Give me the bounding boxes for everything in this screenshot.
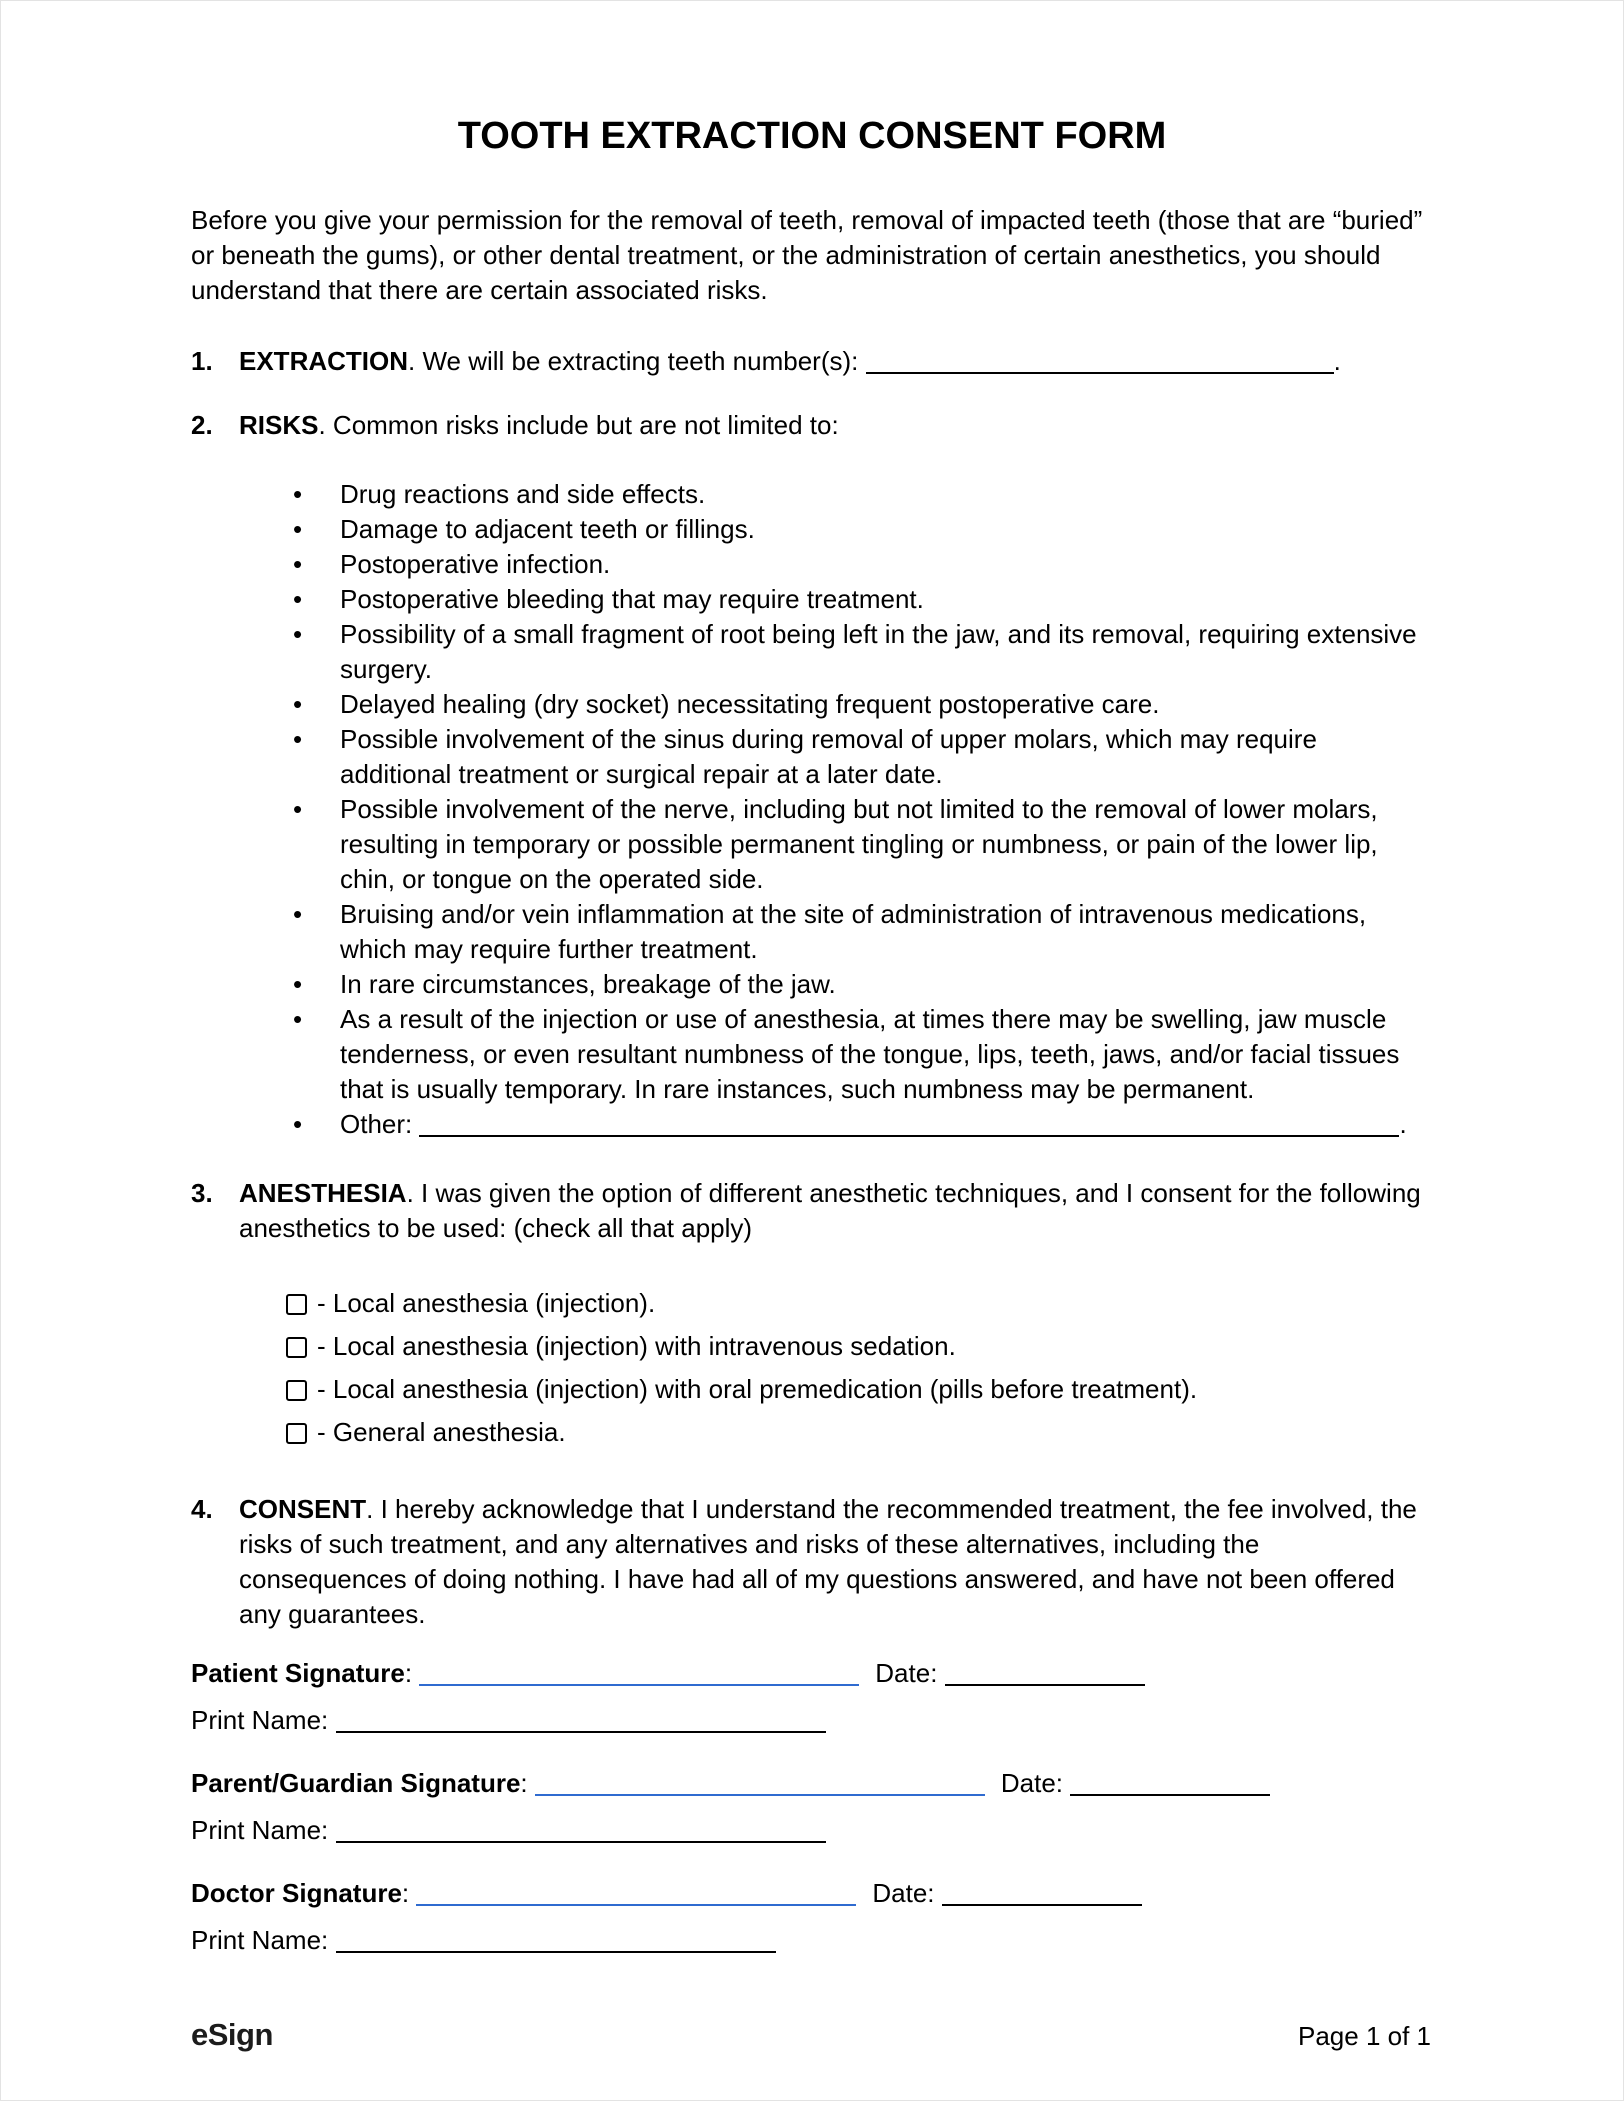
risk-list xyxy=(239,477,1433,1142)
section-anesthesia xyxy=(191,1176,1433,1458)
doctor-date-line[interactable] xyxy=(942,1884,1142,1906)
guardian-signature-line[interactable] xyxy=(535,1774,985,1796)
section-anesthesia-heading-line xyxy=(239,1176,1433,1246)
section-text: . We will be extracting teeth number(s): xyxy=(408,346,866,376)
section-risks-heading-line xyxy=(239,408,1433,443)
checkbox-local-anesthesia[interactable] xyxy=(286,1294,307,1315)
section-risks-body xyxy=(239,408,1433,1142)
teeth-numbers-input-line[interactable] xyxy=(866,352,1334,374)
guardian-signature-row xyxy=(191,1766,1433,1801)
patient-print-name-label: Print Name: xyxy=(191,1705,329,1735)
page-footer xyxy=(191,2017,1431,2054)
doctor-signature-row xyxy=(191,1876,1433,1911)
sentence-period: . xyxy=(1333,346,1341,376)
risk-item: • Delayed healing (dry socket) necessitating frequent postoperative care. xyxy=(340,687,1433,722)
risk-item: • Drug reactions and side effects. xyxy=(340,477,1433,512)
guardian-date-label: Date: xyxy=(1000,1768,1064,1798)
section-number: 2. xyxy=(191,410,213,440)
risk-item: • Possible involvement of the sinus during removal of upper molars, which may require additional treatment or surgical repair at a later date. xyxy=(340,722,1433,792)
doctor-signature-line[interactable] xyxy=(416,1884,856,1906)
anesthesia-option-row xyxy=(286,1329,1433,1364)
checkbox-general-anesthesia[interactable] xyxy=(286,1423,307,1444)
esign-logo: eSign xyxy=(191,2017,273,2052)
other-input-line[interactable] xyxy=(419,1115,1399,1137)
section-heading: ANESTHESIA xyxy=(239,1178,407,1208)
anesthesia-option-row xyxy=(286,1415,1433,1450)
section-text: . I hereby acknowledge that I understand the recommended treatment, the fee involved, the risks of such treatment, and any alternatives and risks of these alternatives, including the consequences of doing nothing. I have had all of my questions answered, and have not been offered any guarantees. xyxy=(239,1494,1417,1629)
section-heading: EXTRACTION xyxy=(239,346,408,376)
sentence-period: . xyxy=(1399,1109,1407,1139)
doctor-date-label: Date: xyxy=(872,1878,935,1908)
label-colon: : xyxy=(401,1878,417,1908)
guardian-signature-label: Parent/Guardian Signature xyxy=(191,1768,521,1798)
guardian-print-name-line[interactable] xyxy=(336,1821,826,1843)
anesthesia-option-row xyxy=(286,1372,1433,1407)
risk-item: • Bruising and/or vein inflammation at the site of administration of intravenous medications, which may require further treatment. xyxy=(340,897,1433,967)
risk-item: • Possibility of a small fragment of root being left in the jaw, and its removal, requiring extensive surgery. xyxy=(340,617,1433,687)
guardian-print-name-row xyxy=(191,1813,1433,1848)
patient-date-label: Date: xyxy=(875,1658,938,1688)
section-number: 1. xyxy=(191,346,213,376)
section-text: . I was given the option of different anesthetic techniques, and I consent for the following anesthetics to be used: (check all that apply) xyxy=(239,1178,1421,1243)
doctor-print-name-row xyxy=(191,1923,1433,1958)
section-text: . Common risks include but are not limited to: xyxy=(318,410,839,440)
section-number: 3. xyxy=(191,1178,213,1208)
section-extraction xyxy=(191,344,1433,379)
patient-signature-row xyxy=(191,1656,1433,1691)
page-indicator: Page 1 of 1 xyxy=(1298,2021,1431,2051)
section-heading: RISKS xyxy=(239,410,319,440)
risk-item: • Damage to adjacent teeth or fillings. xyxy=(340,512,1433,547)
doctor-signature-label: Doctor Signature xyxy=(191,1878,402,1908)
checkbox-local-oral-premedication[interactable] xyxy=(286,1380,307,1401)
guardian-date-line[interactable] xyxy=(1070,1774,1270,1796)
section-heading: CONSENT xyxy=(239,1494,367,1524)
guardian-print-name-label: Print Name: xyxy=(191,1815,329,1845)
patient-print-name-line[interactable] xyxy=(336,1711,826,1733)
risk-item: • As a result of the injection or use of anesthesia, at times there may be swelling, jaw muscle tenderness, or even resultant numbness of the tongue, lips, teeth, jaws, and/or facial tissues that is usually temporary. In rare instances, such numbness may be permanent. xyxy=(340,1002,1433,1107)
checkbox-local-iv-sedation[interactable] xyxy=(286,1337,307,1358)
risk-item: • In rare circumstances, breakage of the jaw. xyxy=(340,967,1433,1002)
doctor-print-name-line[interactable] xyxy=(336,1931,776,1953)
intro-paragraph: Before you give your permission for the removal of teeth, removal of impacted teeth (those that are “buried” or beneath the gums), or other dental treatment, or the administration of certain anesthetics, you should understand that there are certain associated risks. xyxy=(191,205,1423,305)
label-colon: : xyxy=(520,1768,535,1798)
section-consent-body xyxy=(239,1492,1433,1632)
anesthesia-option-label: - Local anesthesia (injection) with intravenous sedation. xyxy=(317,1331,956,1361)
risk-item: • Possible involvement of the nerve, including but not limited to the removal of lower molars, resulting in temporary or possible permanent tingling or numbness, or pain of the lower lip, chin, or tongue on the operated side. xyxy=(340,792,1433,897)
risk-item: • Postoperative infection. xyxy=(340,547,1433,582)
anesthesia-option-label: - General anesthesia. xyxy=(317,1417,566,1447)
patient-signature-line[interactable] xyxy=(419,1664,859,1686)
section-risks xyxy=(191,408,1433,1142)
risk-item-other xyxy=(340,1107,1433,1142)
doctor-print-name-label: Print Name: xyxy=(191,1925,329,1955)
patient-signature-label: Patient Signature xyxy=(191,1658,405,1688)
page-title: TOOTH EXTRACTION CONSENT FORM xyxy=(457,115,1167,157)
other-label: Other: xyxy=(340,1109,420,1139)
anesthesia-option-label: - Local anesthesia (injection). xyxy=(317,1288,656,1318)
label-colon: : xyxy=(404,1658,420,1688)
anesthesia-option-row xyxy=(286,1286,1433,1321)
patient-date-line[interactable] xyxy=(945,1664,1145,1686)
section-consent xyxy=(191,1492,1433,1632)
anesthesia-option-label: - Local anesthesia (injection) with oral premedication (pills before treatment). xyxy=(317,1374,1198,1404)
risk-item: • Postoperative bleeding that may require treatment. xyxy=(340,582,1433,617)
patient-print-name-row xyxy=(191,1703,1433,1738)
section-extraction-body xyxy=(239,344,1433,379)
section-anesthesia-body xyxy=(239,1176,1433,1458)
section-number: 4. xyxy=(191,1494,213,1524)
anesthesia-options-list xyxy=(286,1286,1433,1450)
